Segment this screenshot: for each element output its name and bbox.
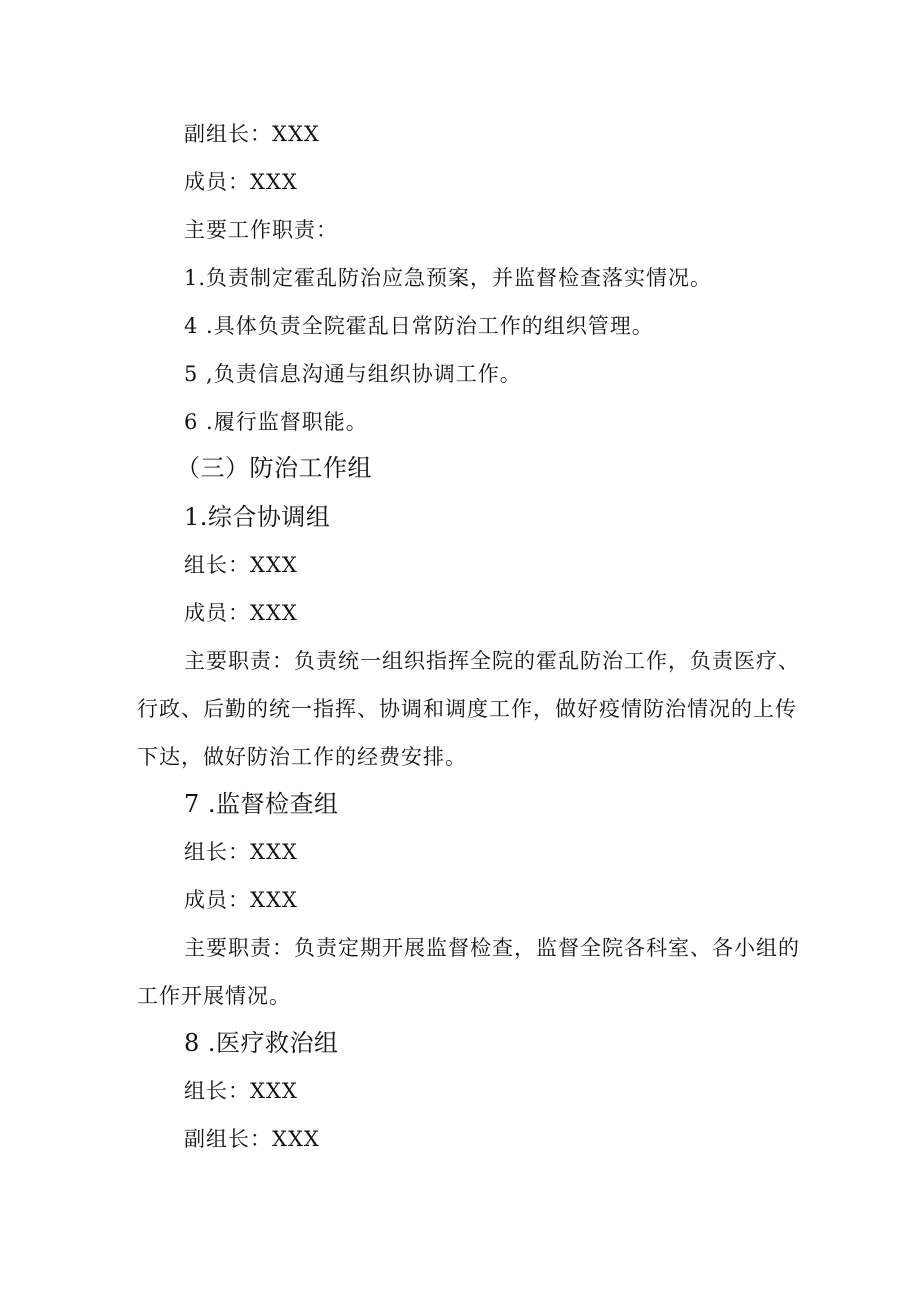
duty-item-1: 1.负责制定霍乱防治应急预案，并监督检查落实情况。 xyxy=(184,266,713,290)
group-heading-supervision: 7 .监督检查组 xyxy=(184,790,339,818)
members-line: 成员：XXX xyxy=(184,601,298,625)
leader-line: 组长：XXX xyxy=(184,840,298,864)
paragraph-line: 下达，做好防治工作的经费安排。 xyxy=(137,745,467,769)
group-heading-medical: 8 .医疗救治组 xyxy=(184,1029,339,1057)
paragraph-line: 行政、后勤的统一指挥、协调和调度工作，做好疫情防治情况的上传 xyxy=(137,697,797,721)
duty-item-4: 4 .具体负责全院霍乱日常防治工作的组织管理。 xyxy=(184,314,654,338)
leader-line: 组长：XXX xyxy=(184,1079,298,1103)
section-heading-prevention-groups: （三）防治工作组 xyxy=(176,454,372,482)
deputy-leader-line: 副组长：XXX xyxy=(184,122,320,146)
group-heading-coordination: 1.综合协调组 xyxy=(184,503,331,531)
members-line: 成员：XXX xyxy=(184,170,298,194)
members-line: 成员：XXX xyxy=(184,888,298,912)
paragraph-line: 主要职责：负责定期开展监督检查，监督全院各科室、各小组的 xyxy=(184,936,800,960)
deputy-leader-line: 副组长：XXX xyxy=(184,1127,320,1151)
paragraph-line: 主要职责：负责统一组织指挥全院的霍乱防治工作，负责医疗、 xyxy=(184,649,800,673)
leader-line: 组长：XXX xyxy=(184,553,298,577)
main-duties-label: 主要工作职责： xyxy=(184,218,338,242)
paragraph-line: 工作开展情况。 xyxy=(137,984,291,1008)
duty-item-5: 5 ,负责信息沟通与组织协调工作。 xyxy=(184,362,522,386)
duty-item-6: 6 .履行监督职能。 xyxy=(184,410,368,434)
